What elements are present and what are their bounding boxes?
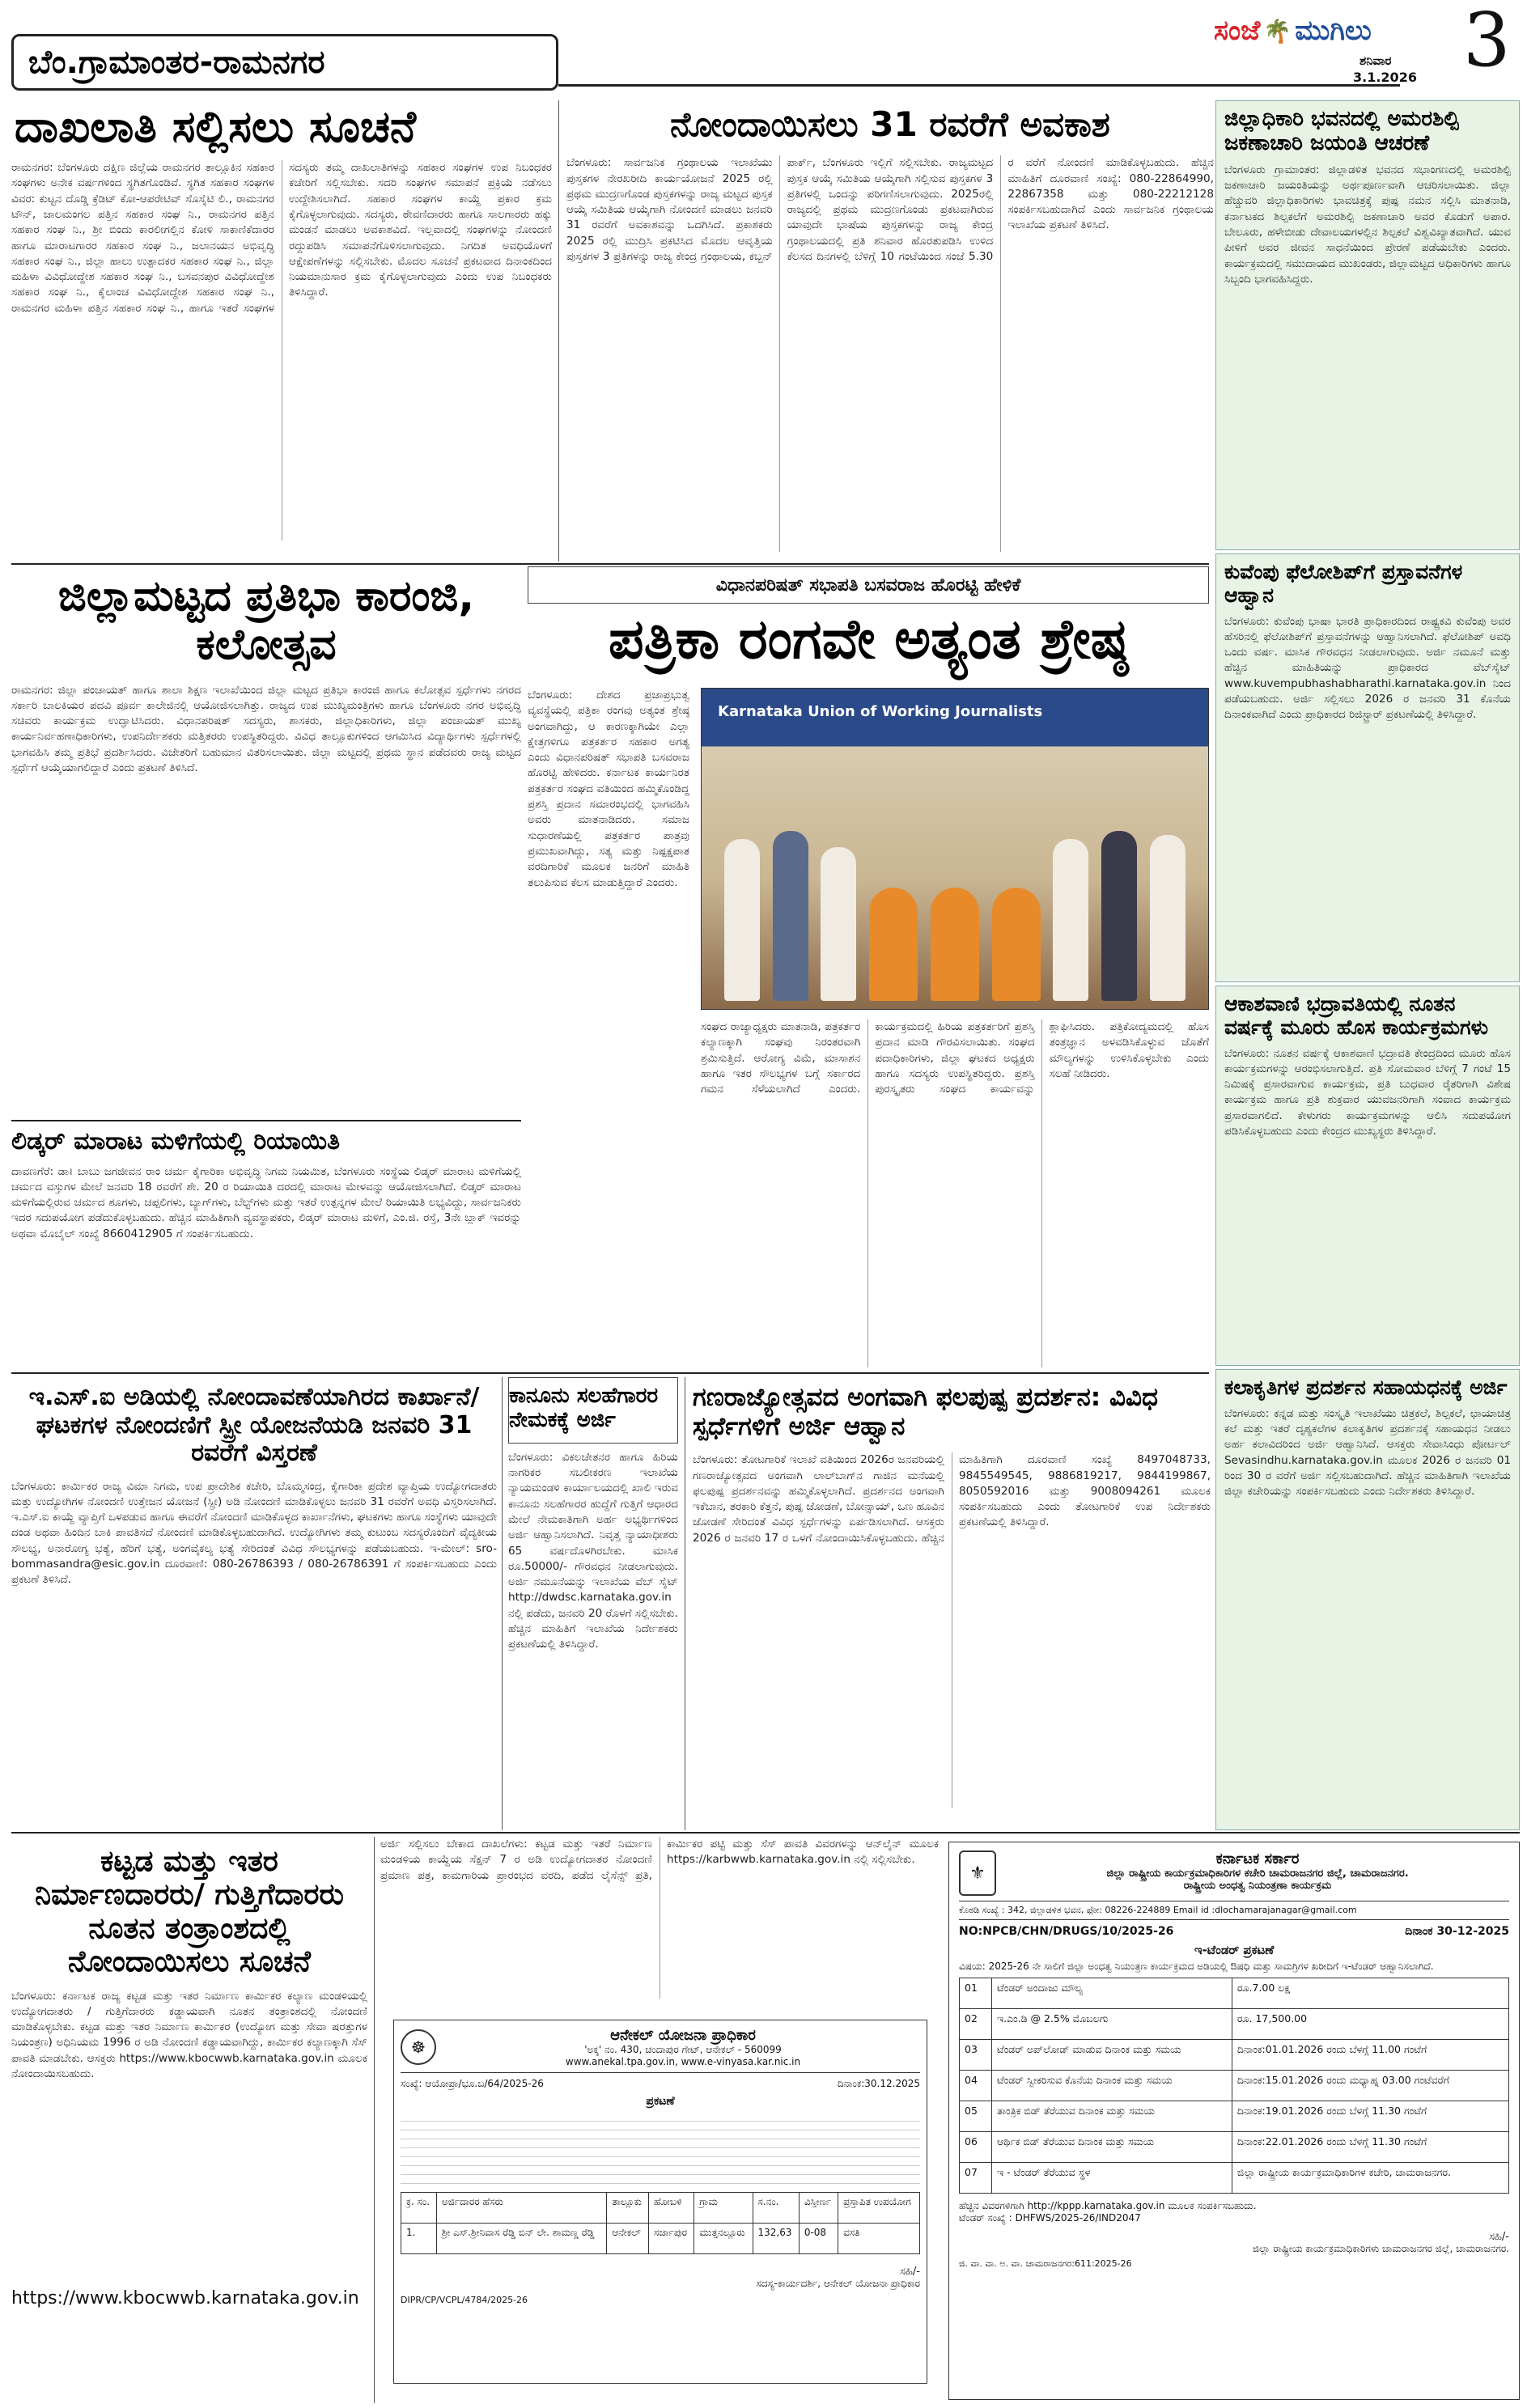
article-body: ಅರ್ಜಿ ಸಲ್ಲಿಸಲು ಬೇಕಾದ ದಾಖಲೆಗಳು: ಕಟ್ಟಡ ಮತ್ತು ಇತರೆ ನಿರ್ಮಾಣ ಮಂಡಳಿಯ ಕಾಯ್ದೆಯ ಸೆಕ್ಷನ್ 7 ರ ಅಡಿ ಉದ್ಯೋಗದಾತರ ನೋಂದಣಿ ಪ್ರಮಾಣ ಪತ್ರ, ಕಾಮಗಾರಿಯ ಪ್ರಾರಂಭದ ವರದಿ, ಪಡೆದ ಲೈಸೆನ್ಸ್ ಪ್ರತಿ, ಕಾರ್ಮಿಕರ ಪಟ್ಟಿ ಮತ್ತು ಸೆಸ್ ಪಾವತಿ ವಿವರಗಳನ್ನು ಆನ್‌ಲೈನ್ ಮೂಲಕ https://karbwwb.karnataka.gov.in ನಲ್ಲಿ ಸಲ್ಲಿಸಬೇಕು.	[380, 1838, 939, 1882]
table-row	[960, 2163, 1509, 2194]
kicker-box	[528, 566, 1209, 604]
table-header: ವಿಸ್ತೀರ್ಣ	[799, 2193, 838, 2224]
table-header-row	[401, 2193, 920, 2224]
article-body: ಬೆಂಗಳೂರು: ಕಾರ್ಮಿಕರ ರಾಜ್ಯ ವಿಮಾ ನಿಗಮ, ಉಪ ಪ್ರಾದೇಶಿಕ ಕಚೇರಿ, ಬೊಮ್ಮಸಂದ್ರ, ಕೈಗಾರಿಕಾ ಪ್ರದೇಶ ವ್ಯಾಪ್ತಿಯ ಉದ್ಯೋಗದಾತರು ಮತ್ತು ಉದ್ಯೋಗಿಗಳ ನೋಂದಣಿ ಉತ್ತೇಜನ ಯೋಜನೆ (ಸ್ಪ್ರೀ) ಅಡಿ ನೋಂದಣಿ ಮಾಡಿಕೊಳ್ಳಲು ಜನವರಿ 31 ರವರೆಗೆ ಅವಧಿ ವಿಸ್ತರಿಸಲಾಗಿದೆ. ಇ.ಎಸ್.ಐ ಕಾಯ್ದೆ ವ್ಯಾಪ್ತಿಗೆ ಒಳಪಡುವ ಹಾಗೂ ಈವರೆಗೆ ನೋಂದಣಿ ಮಾಡಿಕೊಳ್ಳದ ಕಾರ್ಖಾನೆಗಳು, ಘಟಕಗಳು ಹಾಗೂ ಸಂಸ್ಥೆಗಳು ಯಾವುದೇ ದಂಡ ಅಥವಾ ಹಿಂದಿನ ಬಾಕಿ ಪಾವತಿಸದೆ ನೋಂದಣಿ ಮಾಡಿಕೊಳ್ಳಬಹುದಾಗಿದೆ. ಉದ್ಯೋಗಿಗಳು ತಮ್ಮ ಕುಟುಂಬ ಸದಸ್ಯರೊಂದಿಗೆ ವೈದ್ಯಕೀಯ ಸೌಲಭ್ಯ, ಅನಾರೋಗ್ಯ ಭತ್ಯೆ, ಹೆರಿಗೆ ಭತ್ಯೆ, ಅಂಗವೈಕಲ್ಯ ಭತ್ಯೆ ಸೇರಿದಂತೆ ವಿವಿಧ ಸೌಲಭ್ಯಗಳನ್ನು ಪಡೆಯಬಹುದು. ಇ-ಮೇಲ್: sro-bommasandra@esic.gov.in ದೂರವಾಣಿ: 080-26786393 / 080-26786391 ಗೆ ಸಂಪರ್ಕಿಸಬಹುದು ಎಂದು ಪ್ರಕಟಣೆ ತಿಳಿಸಿದೆ.	[11, 1479, 497, 1587]
article-talent-fest	[11, 566, 521, 1117]
table-cell: ದಿನಾಂಕ:22.01.2026 ರಂದು ಬೆಳಗ್ಗೆ 11.30 ಗಂಟೆಗೆ	[1232, 2132, 1508, 2163]
table-cell: 04	[960, 2071, 992, 2101]
ad-program: ರಾಷ್ಟ್ರೀಯ ಅಂಧತ್ವ ನಿಯಂತ್ರಣಾ ಕಾರ್ಯಕ್ರಮ	[1183, 1880, 1332, 1892]
ad-address: 'ಅಕ್ಕ' ನಂ. 430, ಚಂದಾಪುರ ಗೇಟ್, ಆನೇಕಲ್ - 560099	[584, 2044, 782, 2055]
ad-signatory: ಸದಸ್ಯ-ಕಾರ್ಯದರ್ಶಿ, ಆನೇಕಲ್ ಯೋಜನಾ ಪ್ರಾಧಿಕಾರ	[756, 2278, 920, 2289]
tender-table	[959, 1978, 1509, 2194]
table-cell: ಇ - ಟೆಂಡರ್ ತೆರೆಯುವ ಸ್ಥಳ	[992, 2163, 1232, 2194]
table-cell: ಮುತ್ತನಲ್ಲೂರು	[694, 2224, 753, 2254]
table-cell: ವಸತಿ	[838, 2224, 920, 2254]
article-body: ಬೆಂಗಳೂರು: ಕನ್ನಡ ಮತ್ತು ಸಂಸ್ಕೃತಿ ಇಲಾಖೆಯು ಚಿತ್ರಕಲೆ, ಶಿಲ್ಪಕಲೆ, ಛಾಯಾಚಿತ್ರ ಕಲೆ ಮತ್ತು ಇತರೆ ದೃಶ್ಯಕಲೆಗಳ ಕಲಾಕೃತಿಗಳ ಪ್ರದರ್ಶನಕ್ಕೆ ಸಹಾಯಧನ ನೀಡಲು ಅರ್ಹ ಕಲಾವಿದರಿಂದ ಅರ್ಜಿ ಆಹ್ವಾನಿಸಿದೆ. ಆಸಕ್ತರು ಸೇವಾಸಿಂಧು ಪೋರ್ಟಲ್ Sevasindhu.karnataka.gov.in ಮೂಲಕ 2026 ರ ಜನವರಿ 01 ರಿಂದ 30 ರ ವರೆಗೆ ಅರ್ಜಿ ಸಲ್ಲಿಸಬಹುದಾಗಿದೆ. ಹೆಚ್ಚಿನ ಮಾಹಿತಿಗಾಗಿ ಇಲಾಖೆಯ ಜಿಲ್ಲಾ ಕಚೇರಿಯನ್ನು ಸಂಪರ್ಕಿಸಬಹುದು ಎಂದು ನಿರ್ದೇಶಕರು ತಿಳಿಸಿದ್ದಾರೆ.	[1224, 1406, 1511, 1499]
table-cell: ದಿನಾಂಕ:19.01.2026 ರಂದು ಬೆಳಗ್ಗೆ 11.30 ಗಂಟೆಗೆ	[1232, 2101, 1508, 2132]
table-header: ಪ್ರಸ್ತಾಪಿತ ಉಪಯೋಗ	[838, 2193, 920, 2224]
ad-more-info: ಹೆಚ್ಚಿನ ವಿವರಗಳಿಗಾಗಿ http://kppp.karnataka.gov.in ಮೂಲಕ ಸಂಪರ್ಕಿಸಬಹುದು.	[959, 2200, 1257, 2211]
article-title: ಪತ್ರಿಕಾ ರಂಗವೇ ಅತ್ಯಂತ ಶ್ರೇಷ್ಠ	[608, 608, 1129, 672]
section-rule	[11, 1832, 1520, 1834]
article-title: ಕಲಾಕೃತಿಗಳ ಪ್ರದರ್ಶನ ಸಹಾಯಧನಕ್ಕೆ ಅರ್ಜಿ	[1224, 1376, 1508, 1399]
ad-notice-title: ಪ್ರಕಟಣೆ	[646, 2095, 675, 2108]
ad-anekal-planning	[393, 2020, 927, 2384]
table-cell: ಟೆಂಡರ್ ಅಂದಾಜು ಮೌಲ್ಯ	[992, 1978, 1232, 2009]
article-body: ಬೆಂಗಳೂರು: ಕರ್ನಾಟಕ ರಾಜ್ಯ ಕಟ್ಟಡ ಮತ್ತು ಇತರ ನಿರ್ಮಾಣ ಕಾರ್ಮಿಕರ ಕಲ್ಯಾಣ ಮಂಡಳಿಯಲ್ಲಿ ಉದ್ಯೋಗದಾತರು / ಗುತ್ತಿಗೆದಾರರು ಕಡ್ಡಾಯವಾಗಿ ನೂತನ ತಂತ್ರಾಂಶದಲ್ಲಿ ನೋಂದಣಿ ಮಾಡಿಕೊಳ್ಳಬೇಕು. ಕಟ್ಟಡ ಮತ್ತು ಇತರ ನಿರ್ಮಾಣ ಕಾರ್ಮಿಕರ (ಉದ್ಯೋಗ ಮತ್ತು ಸೇವಾ ಷರತ್ತುಗಳ ನಿಯಂತ್ರಣ) ಅಧಿನಿಯಮ 1996 ರ ಅಡಿ ನೋಂದಣಿ ಕಡ್ಡಾಯವಾಗಿದ್ದು, ಕಾರ್ಮಿಕರ ಕಲ್ಯಾಣಕ್ಕಾಗಿ ಸೆಸ್ ಪಾವತಿ ಮಾಡಬೇಕು. ಆಸಕ್ತರು https://www.kbocwwb.karnataka.gov.in ಮೂಲಕ ನೋಂದಾಯಿಸಬಹುದು.	[11, 1989, 367, 2081]
masthead-day: ಶನಿವಾರ	[1359, 53, 1392, 68]
masthead-rule	[558, 84, 1400, 87]
column-divider	[374, 1837, 375, 2403]
ad-e-tender	[948, 1842, 1520, 2400]
table-cell: ದಿನಾಂಕ:01.01.2026 ರಂದು ಬೆಳಗ್ಗೆ 11.00 ಗಂಟೆಗೆ	[1232, 2040, 1508, 2071]
table-row	[960, 2071, 1509, 2101]
ad-subject: ವಿಷಯ: 2025-26 ನೇ ಸಾಲಿಗೆ ಜಿಲ್ಲಾ ಅಂಧತ್ವ ನಿಯಂತ್ರಣ ಕಾರ್ಯಕ್ರಮದ ಅಡಿಯಲ್ಲಿ ಔಷಧಿ ಮತ್ತು ಸಾಮಗ್ರಿಗಳ ಖರೀದಿಗೆ ಇ-ಟೆಂಡರ್ ಆಹ್ವಾನಿಸಲಾಗಿದೆ.	[959, 1961, 1434, 1972]
table-cell: ಶ್ರೀ ಎಸ್.ಶ್ರೀನಿವಾಸ ರೆಡ್ಡಿ ಬಿನ್ ಲೇ. ಶಾಮಣ್ಣ ರೆಡ್ಡಿ	[436, 2224, 606, 2254]
table-cell: ಸರ್ಜಾಪುರ	[648, 2224, 694, 2254]
table-cell: ಜಿಲ್ಲಾ ರಾಷ್ಟ್ರೀಯ ಕಾರ್ಯಕ್ರಮಾಧಿಕಾರಿಗಳ ಕಚೇರಿ, ಚಾಮರಾಜನಗರ.	[1232, 2163, 1508, 2194]
table-header: ಹೋಬಳಿ	[648, 2193, 694, 2224]
column-divider	[502, 1377, 503, 1830]
ad-web: www.anekal.tpa.gov.in, www.e-vinyasa.kar.nic.in	[565, 2056, 801, 2067]
table-cell: 01	[960, 1978, 992, 2009]
palm-icon: 🌴	[1263, 17, 1292, 45]
article-body: ರಾಮನಗರ: ಬೆಂಗಳೂರು ದಕ್ಷಿಣ ಜಿಲ್ಲೆಯ ರಾಮನಗರ ತಾಲ್ಲೂಕಿನ ಸಹಕಾರ ಸಂಘಗಳು ಅನೇಕ ವರ್ಷಗಳಿಂದ ಸ್ಥಗಿತಗೊಂಡಿವೆ. ಸ್ಥಗಿತ ಸಹಕಾರ ಸಂಘಗಳ ವಿವರ: ಕುಟ್ಟನ ದೊಡ್ಡಿ ಕ್ರೆಡಿಟ್ ಕೋ-ಆಪರೇಟಿವ್ ಸೊಸೈಟಿ ಲಿ., ರಾಮನಗರ ಟೌನ್, ಜಾಲಮಂಗಲ ಪತ್ತಿನ ಸಹಕಾರ ಸಂಘ ನಿ., ರಾಮನಗರ ಪತ್ತಿನ ಸಹಕಾರ ಸಂಘ ನಿ., ಶ್ರೀ ಬಿಂದು ಕಾರಲೀಗಲ್ಲಿನ ಕೋಳಿ ಸಾಕಾಣಿಕೆದಾರರ ಹಾಗೂ ಮಾರಾಟಗಾರರ ಸಹಕಾರ ಸಂಘ ನಿ., ಜಲಾನಯನ ಅಭಿವೃದ್ಧಿ ಸಹಕಾರ ಸಂಘ ನಿ., ಜಿಲ್ಲಾ ಹಾಲು ಉತ್ಪಾದಕರ ಸಹಕಾರ ಸಂಘ ನಿ., ಜಿಲ್ಲಾ ಮಹಿಳಾ ವಿವಿಧೋದ್ದೇಶ ಸಹಕಾರ ಸಂಘ ನಿ., ಬಸವನಪುರ ವಿವಿಧೋದ್ದೇಶ ಸಹಕಾರ ಸಂಘ ನಿ., ಕೈಲಾಂಚ ವಿವಿಧೋದ್ದೇಶ ಸಹಕಾರ ಸಂಘ ನಿ., ರಾಮನಗರ ಮಹಿಳಾ ಪತ್ತಿನ ಸಹಕಾರ ಸಂಘ ನಿ., ಹಾಗೂ ಇತರೆ ಸಂಘಗಳ ಸದಸ್ಯರು ತಮ್ಮ ದಾಖಲಾತಿಗಳನ್ನು ಸಹಕಾರ ಸಂಘಗಳ ಉಪ ನಿಬಂಧಕರ ಕಚೇರಿಗೆ ಸಲ್ಲಿಸಬೇಕು. ಸದರಿ ಸಂಘಗಳ ಸಮಾಪನೆ ಪ್ರಕ್ರಿಯೆ ನಡೆಸಲು ಉದ್ದೇಶಿಸಲಾಗಿದೆ. ಸಹಕಾರ ಸಂಘಗಳ ಕಾಯ್ದೆ ಪ್ರಕಾರ ಕ್ರಮ ಕೈಗೊಳ್ಳಲಾಗುವುದು. ಸದಸ್ಯರು, ಠೇವಣಿದಾರರು ಹಾಗೂ ಸಾಲಗಾರರು ಹಕ್ಕು ಮಂಡನೆ ಮಾಡಲು ಅವಕಾಶವಿದೆ. ಇಲ್ಲವಾದಲ್ಲಿ ಸಂಘಗಳನ್ನು ನೋಂದಣಿ ರದ್ದುಪಡಿಸಿ ಸಮಾಪನೆಗೊಳಿಸಲಾಗುವುದು. ನಿಗದಿತ ಅವಧಿಯೊಳಗೆ ಆಕ್ಷೇಪಣೆಗಳನ್ನು ಸಲ್ಲಿಸಬೇಕು. ಮೊದಲ ಸೂಚನೆ ಪ್ರಕಟವಾದ ದಿನಾಂಕದಿಂದ ನಿಯಮಾನುಸಾರ ಕ್ರಮ ಕೈಗೊಳ್ಳಲಾಗುವುದು ಎಂದು ಉಪ ನಿಬಂಧಕರು ತಿಳಿಸಿದ್ದಾರೆ.	[11, 161, 552, 315]
article-lidkar-discount	[11, 1120, 521, 1363]
ad-dhfws: ಟೆಂಡರ್ ಸಂಖ್ಯೆ : DHFWS/2025-26/IND2047	[959, 2212, 1141, 2224]
table-row	[960, 2132, 1509, 2163]
article-title: ಜಿಲ್ಲಾಮಟ್ಟದ ಪ್ರತಿಭಾ ಕಾರಂಜಿ, ಕಲೋತ್ಸವ	[57, 572, 475, 669]
article-body: ಬೆಂಗಳೂರು: ಕುವೆಂಪು ಭಾಷಾ ಭಾರತಿ ಪ್ರಾಧಿಕಾರದಿಂದ ರಾಷ್ಟ್ರಕವಿ ಕುವೆಂಪು ಅವರ ಹೆಸರಿನಲ್ಲಿ ಫೆಲೋಶಿಪ್‌ಗೆ ಪ್ರಸ್ತಾವನೆಗಳನ್ನು ಆಹ್ವಾನಿಸಲಾಗಿದೆ. ಫೆಲೋಶಿಪ್ ಅವಧಿ ಒಂದು ವರ್ಷ. ಮಾಸಿಕ ಗೌರವಧನ ನೀಡಲಾಗುವುದು. ಅರ್ಜಿ ನಮೂನೆ ಮತ್ತು ಹೆಚ್ಚಿನ ಮಾಹಿತಿಯನ್ನು ಪ್ರಾಧಿಕಾರದ ವೆಬ್‌ಸೈಟ್ www.kuvempubhashabharathi.karnataka.gov.in ನಿಂದ ಪಡೆಯಬಹುದು. ಅರ್ಜಿ ಸಲ್ಲಿಸಲು 2026 ರ ಜನವರಿ 31 ಕೊನೆಯ ದಿನಾಂಕವಾಗಿದೆ ಎಂದು ಪ್ರಾಧಿಕಾರದ ರಿಜಿಸ್ಟ್ರಾರ್ ಪ್ರಕಟಣೆಯಲ್ಲಿ ತಿಳಿಸಿದ್ದಾರೆ.	[1224, 614, 1511, 722]
article-title: ಇ.ಎಸ್.ಐ ಅಡಿಯಲ್ಲಿ ನೋಂದಾವಣೆಯಾಗಿರದ ಕಾರ್ಖಾನೆ/ ಘಟಕಗಳ ನೋಂದಣಿಗೆ ಸ್ಪ್ರೀ ಯೋಜನೆಯಡಿ ಜನವರಿ 31 ರವರೆಗೆ ವಿಸ್ತರಣೆ	[28, 1383, 480, 1467]
construction-website[interactable]: https://www.kbocwwb.karnataka.gov.in	[11, 2287, 359, 2308]
ad-gov: ಕರ್ನಾಟಕ ಸರ್ಕಾರ	[1215, 1851, 1300, 1867]
table-cell: 05	[960, 2101, 992, 2132]
article-title: ಗಣರಾಜ್ಯೋತ್ಸವದ ಅಂಗವಾಗಿ ಫಲಪುಷ್ಪ ಪ್ರದರ್ಶನ: ವಿವಿಧ ಸ್ಪರ್ಧೆಗಳಿಗೆ ಅರ್ಜಿ ಆಹ್ವಾನ	[693, 1383, 1159, 1441]
table-cell: ರೂ.7.00 ಲಕ್ಷ	[1232, 1978, 1508, 2009]
article-title: ಆಕಾಶವಾಣಿ ಭದ್ರಾವತಿಯಲ್ಲಿ ನೂತನ ವರ್ಷಕ್ಕೆ ಮೂರು ಹೊಸ ಕಾರ್ಯಕ್ರಮಗಳು	[1224, 992, 1489, 1039]
ad-sign: ಸಹಿ/-	[1489, 2231, 1509, 2243]
table-row	[960, 1978, 1509, 2009]
article-esi-registration	[11, 1377, 497, 1830]
table-cell: ಟೆಂಡರ್ ಸ್ವೀಕರಿಸುವ ಕೊನೆಯ ದಿನಾಂಕ ಮತ್ತು ಸಮಯ	[992, 2071, 1232, 2101]
article-title: ಕುವೆಂಪು ಫೆಲೋಶಿಪ್‌ಗೆ ಪ್ರಸ್ತಾವನೆಗಳ ಆಹ್ವಾನ	[1224, 560, 1463, 607]
table-row	[401, 2224, 920, 2254]
article-title: ನೋಂದಾಯಿಸಲು 31 ರವರೆಗೆ ಅವಕಾಶ	[670, 104, 1110, 144]
article-body: ಬೆಂಗಳೂರು: ವಿಕಲಚೇತನರ ಹಾಗೂ ಹಿರಿಯ ನಾಗರಿಕರ ಸಬಲೀಕರಣ ಇಲಾಖೆಯ ನ್ಯಾಯಮಂಡಳಿ ಕಾರ್ಯಾಲಯದಲ್ಲಿ ಖಾಲಿ ಇರುವ ಕಾನೂನು ಸಲಹೆಗಾರರ ಹುದ್ದೆಗೆ ಗುತ್ತಿಗೆ ಆಧಾರದ ಮೇಲೆ ನೇಮಕಾತಿಗಾಗಿ ಅರ್ಹ ಅಭ್ಯರ್ಥಿಗಳಿಂದ ಅರ್ಜಿ ಆಹ್ವಾನಿಸಲಾಗಿದೆ. ನಿವೃತ್ತ ನ್ಯಾಯಾಧೀಶರು 65 ವರ್ಷದೊಳಗಿರಬೇಕು. ಮಾಸಿಕ ರೂ.50000/- ಗೌರವಧನ ನೀಡಲಾಗುವುದು. ಅರ್ಜಿ ನಮೂನೆಯನ್ನು ಇಲಾಖೆಯ ವೆಬ್ ಸೈಟ್ http://dwdsc.karnataka.gov.in ನಲ್ಲಿ ಪಡೆದು, ಜನವರಿ 20 ರೊಳಗೆ ಸಲ್ಲಿಸಬೇಕು. ಹೆಚ್ಚಿನ ಮಾಹಿತಿಗೆ ಇಲಾಖೆಯ ನಿರ್ದೇಶಕರು ಪ್ರಕಟಣೆಯಲ್ಲಿ ತಿಳಿಸಿದ್ದಾರೆ.	[508, 1450, 678, 1651]
table-cell: 0-08	[799, 2224, 838, 2254]
ad-org: ಆನೇಕಲ್ ಯೋಜನಾ ಪ್ರಾಧಿಕಾರ	[610, 2027, 756, 2044]
ad-ref-date: ದಿನಾಂಕ 30-12-2025	[1405, 1925, 1509, 1938]
ad-signature: ಸಹಿ/-	[900, 2266, 920, 2278]
table-cell: ಆರ್ಥಿಕ ಬಿಡ್ ತೆರೆಯುವ ದಿನಾಂಕ ಮತ್ತು ಸಮಯ	[992, 2132, 1232, 2163]
people-silhouettes	[718, 807, 1192, 1001]
table-header: ಅರ್ಜಿದಾರರ ಹೆಸರು	[436, 2193, 606, 2224]
logo-mugilu: ಮುಗಿಲು	[1295, 15, 1372, 47]
ad-signatory: ಜಿಲ್ಲಾ ರಾಷ್ಟ್ರೀಯ ಕಾರ್ಯಕ್ರಮಾಧಿಕಾರಿಗಳು ಚಾಮರಾಜನಗರ ಜಿಲ್ಲೆ, ಚಾಮರಾಜನಗರ.	[1252, 2243, 1509, 2254]
article-title: ಕಾನೂನು ಸಲಹೆಗಾರರ ನೇಮಕಕ್ಕೆ ಅರ್ಜಿ	[508, 1377, 678, 1444]
article-kuvempu-fellowship	[1215, 553, 1520, 982]
table-cell: 03	[960, 2040, 992, 2071]
section-label-box	[11, 34, 558, 91]
article-body: ಬೆಂಗಳೂರು: ನೂತನ ವರ್ಷಕ್ಕೆ ಆಕಾಶವಾಣಿ ಭದ್ರಾವತಿ ಕೇಂದ್ರದಿಂದ ಮೂರು ಹೊಸ ಕಾರ್ಯಕ್ರಮಗಳನ್ನು ಆರಂಭಿಸಲಾಗುತ್ತಿದೆ. ಪ್ರತಿ ಸೋಮವಾರ ಬೆಳಿಗ್ಗೆ 7 ಗಂಟೆ 15 ನಿಮಿಷಕ್ಕೆ ಪ್ರಸಾರವಾಗುವ ಕಾರ್ಯಕ್ರಮ, ಪ್ರತಿ ಬುಧವಾರ ರೈತರಿಗಾಗಿ ವಿಶೇಷ ಕಾರ್ಯಕ್ರಮ ಹಾಗೂ ಪ್ರತಿ ಶುಕ್ರವಾರ ಯುವಜನರಿಗಾಗಿ ಸಂವಾದ ಕಾರ್ಯಕ್ರಮ ಪ್ರಸಾರವಾಗಲಿದೆ. ಕೇಳುಗರು ಕಾರ್ಯಕ್ರಮಗಳನ್ನು ಆಲಿಸಿ ಸದುಪಯೋಗ ಪಡಿಸಿಕೊಳ್ಳಬಹುದು ಎಂದು ಕೇಂದ್ರದ ಮುಖ್ಯಸ್ಥರು ತಿಳಿಸಿದ್ದಾರೆ.	[1224, 1046, 1511, 1138]
ad-office: ಜಿಲ್ಲಾ ರಾಷ್ಟ್ರೀಯ ಕಾರ್ಯಕ್ರಮಾಧಿಕಾರಿಗಳ ಕಚೇರಿ ಚಾಮರಾಜನಗರ ಜಿಲ್ಲೆ, ಚಾಮರಾಜನಗರ.	[1106, 1867, 1409, 1880]
table-row	[960, 2040, 1509, 2071]
article-construction-registration	[11, 1837, 367, 2403]
table-cell: 1.	[401, 2224, 437, 2254]
article-legal-advisor	[508, 1377, 678, 1830]
article-jakanachari-jayanti	[1215, 100, 1520, 550]
article-title: ದಾಖಲಾತಿ ಸಲ್ಲಿಸಲು ಸೂಚನೆ	[15, 101, 417, 152]
section-label: ಬೆಂ.ಗ್ರಾಮಾಂತರ-ರಾಮನಗರ	[28, 44, 325, 81]
article-required-documents	[380, 1837, 939, 2007]
table-cell: 06	[960, 2132, 992, 2163]
article-body: ರಾಮನಗರ: ಜಿಲ್ಲಾ ಪಂಚಾಯತ್ ಹಾಗೂ ಶಾಲಾ ಶಿಕ್ಷಣ ಇಲಾಖೆಯಿಂದ ಜಿಲ್ಲಾ ಮಟ್ಟದ ಪ್ರತಿಭಾ ಕಾರಂಜಿ ಹಾಗೂ ಕಲೋತ್ಸವ ಸ್ಪರ್ಧೆಗಳು ನಗರದ ಸರ್ಕಾರಿ ಬಾಲಕಿಯರ ಪದವಿ ಪೂರ್ವ ಕಾಲೇಜಿನಲ್ಲಿ ಆಯೋಜಿಸಲಾಗಿತ್ತು. ರಾಜ್ಯದ ಉಪ ಮುಖ್ಯಮಂತ್ರಿಗಳು ಹಾಗೂ ಬೆಂಗಳೂರು ನಗರ ಅಭಿವೃದ್ಧಿ ಸಚಿವರು ಕಾರ್ಯಕ್ರಮ ಉದ್ಘಾಟಿಸಿದರು. ವಿಧಾನಪರಿಷತ್ ಸದಸ್ಯರು, ಶಾಸಕರು, ಜಿಲ್ಲಾಧಿಕಾರಿಗಳು, ಜಿಲ್ಲಾ ಪಂಚಾಯತ್ ಮುಖ್ಯ ಕಾರ್ಯನಿರ್ವಹಣಾಧಿಕಾರಿಗಳು, ಉಪನಿರ್ದೇಶಕರು ಮತ್ತಿತರರು ಉಪಸ್ಥಿತರಿದ್ದರು. ವಿವಿಧ ತಾಲ್ಲೂಕುಗಳಿಂದ ಆಗಮಿಸಿದ ವಿದ್ಯಾರ್ಥಿಗಳು ಸ್ಪರ್ಧೆಗಳಲ್ಲಿ ಭಾಗವಹಿಸಿ ತಮ್ಮ ಪ್ರತಿಭೆ ಪ್ರದರ್ಶಿಸಿದರು. ವಿಜೇತರಿಗೆ ಬಹುಮಾನ ವಿತರಿಸಲಾಯಿತು. ಜಿಲ್ಲಾ ಮಟ್ಟದಲ್ಲಿ ಪ್ರಥಮ ಸ್ಥಾನ ಪಡೆದವರು ರಾಜ್ಯ ಮಟ್ಟದ ಸ್ಪರ್ಧೆಗೆ ಆಯ್ಕೆಯಾಗಲಿದ್ದಾರೆ ಎಂದು ಪ್ರಕಟಣೆ ತಿಳಿಸಿದೆ.	[11, 683, 521, 775]
table-cell: ದಿನಾಂಕ:15.01.2026 ರಂದು ಮಧ್ಯಾಹ್ನ 03.00 ಗಂಟೆವರೆಗೆ	[1232, 2071, 1508, 2101]
ad-tender-title: ಇ-ಟೆಂಡರ್ ಪ್ರಕಟಣೆ	[1194, 1943, 1275, 1957]
table-cell: ತಾಂತ್ರಿಕ ಬಿಡ್ ತೆರೆಯುವ ದಿನಾಂಕ ಮತ್ತು ಸಮಯ	[992, 2101, 1232, 2132]
newspaper-logo	[1214, 6, 1440, 55]
ad-table	[401, 2192, 920, 2254]
emblem-icon: ☸	[401, 2029, 436, 2065]
table-row	[960, 2009, 1509, 2040]
article-body: ಬೆಂಗಳೂರು ಗ್ರಾಮಾಂತರ: ಜಿಲ್ಲಾಡಳಿತ ಭವನದ ಸಭಾಂಗಣದಲ್ಲಿ ಅಮರಶಿಲ್ಪಿ ಜಕಣಾಚಾರಿ ಜಯಂತಿಯನ್ನು ಅರ್ಥಪೂರ್ಣವಾಗಿ ಆಚರಿಸಲಾಯಿತು. ಜಿಲ್ಲಾ ಹೆಚ್ಚುವರಿ ಜಿಲ್ಲಾಧಿಕಾರಿಗಳು ಭಾವಚಿತ್ರಕ್ಕೆ ಪುಷ್ಪ ನಮನ ಸಲ್ಲಿಸಿ ಮಾತನಾಡಿ, ಕರ್ನಾಟಕದ ಶಿಲ್ಪಕಲೆಗೆ ಅಮರಶಿಲ್ಪಿ ಜಕಣಾಚಾರಿ ಅವರ ಕೊಡುಗೆ ಅಪಾರ. ಬೇಲೂರು, ಹಳೇಬೀಡು ದೇವಾಲಯಗಳಲ್ಲಿನ ಶಿಲ್ಪಕಲೆ ವಿಶ್ವವಿಖ್ಯಾತವಾಗಿದೆ. ಯುವ ಪೀಳಿಗೆ ಅವರ ಜೀವನ ಸಾಧನೆಯಿಂದ ಪ್ರೇರಣೆ ಪಡೆಯಬೇಕು ಎಂದರು. ಕಾರ್ಯಕ್ರಮದಲ್ಲಿ ಸಮುದಾಯದ ಮುಖಂಡರು, ಜಿಲ್ಲಾಮಟ್ಟದ ಅಧಿಕಾರಿಗಳು ಹಾಗೂ ಸಿಬ್ಬಂದಿ ಭಾಗವಹಿಸಿದ್ದರು.	[1224, 163, 1511, 286]
article-body: ಬೆಂಗಳೂರು: ತೋಟಗಾರಿಕೆ ಇಲಾಖೆ ವತಿಯಿಂದ 2026ರ ಜನವರಿಯಲ್ಲಿ ಗಣರಾಜ್ಯೋತ್ಸವದ ಅಂಗವಾಗಿ ಲಾಲ್‌ಬಾಗ್‌ನ ಗಾಜಿನ ಮನೆಯಲ್ಲಿ ಫಲಪುಷ್ಪ ಪ್ರದರ್ಶನವನ್ನು ಹಮ್ಮಿಕೊಳ್ಳಲಾಗಿದೆ. ಪ್ರದರ್ಶನದ ಅಂಗವಾಗಿ ಇಕೆಬಾನ, ತರಕಾರಿ ಕೆತ್ತನೆ, ಪುಷ್ಪ ಜೋಡಣೆ, ಬೋನ್ಸಾಯ್, ಒಣ ಹೂವಿನ ಜೋಡಣೆ ಸೇರಿದಂತೆ ವಿವಿಧ ಸ್ಪರ್ಧೆಗಳನ್ನು ಏರ್ಪಡಿಸಲಾಗಿದೆ. ಆಸಕ್ತರು 2026 ರ ಜನವರಿ 17 ರ ಒಳಗೆ ನೋಂದಾಯಿಸಿಕೊಳ್ಳಬಹುದು. ಹೆಚ್ಚಿನ ಮಾಹಿತಿಗಾಗಿ ದೂರವಾಣಿ ಸಂಖ್ಯೆ 8497048733, 9845549545, 9886819217, 9844199867, 8050592016 ಮತ್ತು 9008094261 ಮೂಲಕ ಸಂಪರ್ಕಿಸಬಹುದು ಎಂದು ತೋಟಗಾರಿಕೆ ಉಪ ನಿರ್ದೇಶಕರು ಪ್ರಕಟಣೆಯಲ್ಲಿ ತಿಳಿಸಿದ್ದಾರೆ.	[693, 1453, 1211, 1545]
article-body-right: ಸಂಘದ ರಾಜ್ಯಾಧ್ಯಕ್ಷರು ಮಾತನಾಡಿ, ಪತ್ರಕರ್ತರ ಕಲ್ಯಾಣಕ್ಕಾಗಿ ಸಂಘವು ನಿರಂತರವಾಗಿ ಶ್ರಮಿಸುತ್ತಿದೆ. ಆರೋಗ್ಯ ವಿಮೆ, ಮಾಸಾಶನ ಹಾಗೂ ಇತರ ಸೌಲಭ್ಯಗಳ ಬಗ್ಗೆ ಸರ್ಕಾರದ ಗಮನ ಸೆಳೆಯಲಾಗಿದೆ ಎಂದರು. ಕಾರ್ಯಕ್ರಮದಲ್ಲಿ ಹಿರಿಯ ಪತ್ರಕರ್ತರಿಗೆ ಪ್ರಶಸ್ತಿ ಪ್ರದಾನ ಮಾಡಿ ಗೌರವಿಸಲಾಯಿತು. ಸಂಘದ ಪದಾಧಿಕಾರಿಗಳು, ಜಿಲ್ಲಾ ಘಟಕದ ಅಧ್ಯಕ್ಷರು ಹಾಗೂ ಸದಸ್ಯರು ಉಪಸ್ಥಿತರಿದ್ದರು. ಪ್ರಶಸ್ತಿ ಪುರಸ್ಕೃತರು ಸಂಘದ ಕಾರ್ಯವನ್ನು ಶ್ಲಾಘಿಸಿದರು. ಪತ್ರಿಕೋದ್ಯಮದಲ್ಲಿ ಹೊಸ ತಂತ್ರಜ್ಞಾನ ಅಳವಡಿಸಿಕೊಳ್ಳುವ ಜೊತೆಗೆ ಮೌಲ್ಯಗಳನ್ನು ಉಳಿಸಿಕೊಳ್ಳಬೇಕು ಎಂದು ಸಲಹೆ ನೀಡಿದರು.	[701, 1020, 1209, 1096]
ad-footer: ಜಿ. ವಾ. ವಾ. ಅ. ವಾ. ಚಾಮರಾಜನಗರ:611:2025-26	[959, 2258, 1132, 2269]
article-art-exhibition	[1215, 1369, 1520, 1830]
table-header: ಕ್ರ. ಸಂ.	[401, 2193, 437, 2224]
table-cell: ಇ.ಎಂ.ಡಿ @ 2.5% ಮೊಬಲಗು	[992, 2009, 1232, 2040]
masthead-date: 3.1.2026	[1353, 70, 1417, 85]
table-cell: ರೂ. 17,500.00	[1232, 2009, 1508, 2040]
photo-banner: Karnataka Union of Working Journalists	[718, 703, 1043, 720]
article-documents-notice	[11, 100, 552, 562]
page-number: 3	[1463, 0, 1511, 83]
table-cell: ಟೆಂಡರ್ ಅಪ್‌ಲೋಡ್ ಮಾಡುವ ದಿನಾಂಕ ಮತ್ತು ಸಮಯ	[992, 2040, 1232, 2071]
article-press-excellence	[528, 566, 1209, 1376]
ad-dipr: DIPR/CP/VCPL/4784/2025-26	[401, 2295, 528, 2305]
table-cell: ಆನೇಕಲ್	[607, 2224, 649, 2254]
section-rule	[11, 1372, 1209, 1374]
table-cell: 07	[960, 2163, 992, 2194]
table-header: ಗ್ರಾಮ	[694, 2193, 753, 2224]
article-flower-show	[693, 1377, 1211, 1830]
table-header: ತಾಲ್ಲೂಕು	[607, 2193, 649, 2224]
article-body: ದಾವಣಗೆರೆ: ಡಾ। ಬಾಬು ಜಗಜೀವನ ರಾಂ ಚರ್ಮ ಕೈಗಾರಿಕಾ ಅಭಿವೃದ್ಧಿ ನಿಗಮ ನಿಯಮಿತ, ಬೆಂಗಳೂರು ಸಂಸ್ಥೆಯ ಲಿಡ್ಕರ್ ಮಾರಾಟ ಮಳಿಗೆಯಲ್ಲಿ ಚರ್ಮದ ವಸ್ತುಗಳ ಮೇಲೆ ಜನವರಿ 18 ರವರೆಗೆ ಶೇ. 20 ರ ರಿಯಾಯಿತಿ ದರದಲ್ಲಿ ಮಾರಾಟ ಮೇಳವನ್ನು ಆಯೋಜಿಸಲಾಗಿದೆ. ಲಿಡ್ಕರ್ ಮಾರಾಟ ಮಳಿಗೆಯಲ್ಲಿರುವ ಚರ್ಮದ ಶೂಗಳು, ಚಪ್ಪಲಿಗಳು, ಬ್ಯಾಗ್‌ಗಳು, ಬೆಲ್ಟ್‌ಗಳು ಮತ್ತು ಇತರೆ ಉತ್ಪನ್ನಗಳ ಮೇಲೆ ರಿಯಾಯಿತಿ ಲಭ್ಯವಿದ್ದು, ಸಾರ್ವಜನಿಕರು ಇದರ ಸದುಪಯೋಗ ಪಡೆದುಕೊಳ್ಳಬಹುದು. ಹೆಚ್ಚಿನ ಮಾಹಿತಿಗಾಗಿ ವ್ಯವಸ್ಥಾಪಕರು, ಲಿಡ್ಕರ್ ಮಾರಾಟ ಮಳಿಗೆ, ಎಂ.ಜಿ. ರಸ್ತೆ, 3ನೇ ಬ್ಲಾಕ್ ಇವರನ್ನು ಅಥವಾ ಮೊಬೈಲ್ ಸಂಖ್ಯೆ 8660412905 ಗೆ ಸಂಪರ್ಕಿಸಬಹುದು.	[11, 1164, 521, 1240]
article-kicker: ವಿಧಾನಪರಿಷತ್ ಸಭಾಪತಿ ಬಸವರಾಜ ಹೊರಟ್ಟಿ ಹೇಳಿಕೆ	[715, 574, 1021, 596]
logo-sanje: ಸಂಜೆ	[1214, 15, 1261, 47]
ad-notice-text	[401, 2113, 920, 2185]
article-title: ಕಟ್ಟಡ ಮತ್ತು ಇತರ ನಿರ್ಮಾಣದಾರರು/ ಗುತ್ತಿಗೆದಾರರು ನೂತನ ತಂತ್ರಾಂಶದಲ್ಲಿ ನೋಂದಾಯಿಸಲು ಸೂಚನೆ	[35, 1845, 344, 1979]
table-row	[960, 2101, 1509, 2132]
article-akashavani-programs	[1215, 986, 1520, 1366]
award-photo	[701, 688, 1209, 1010]
section-rule	[11, 563, 1209, 565]
table-cell: 132,63	[753, 2224, 799, 2254]
masthead	[0, 0, 1527, 100]
table-cell: 02	[960, 2009, 992, 2040]
ad-contact: ಕೊಠಡಿ ಸಂಖ್ಯೆ : 342, ಜಿಲ್ಲಾಡಳಿತ ಭವನ, ಫೋ: 08226-224889 Email id :dlochamarajanagar@gmail.com	[959, 1901, 1509, 1920]
article-registration-deadline	[566, 100, 1214, 562]
table-header: ಸ.ನಂ.	[753, 2193, 799, 2224]
ad-date: ದಿನಾಂಕ:30.12.2025	[837, 2078, 920, 2089]
ad-ref: ಸಂಖ್ಯೆ: ಆಯೋಪ್ರಾ/ಭೂ.ಬ/64/2025-26	[401, 2078, 544, 2089]
article-body: ಬೆಂಗಳೂರು: ಸಾರ್ವಜನಿಕ ಗ್ರಂಥಾಲಯ ಇಲಾಖೆಯು ಪುಸ್ತಕಗಳ ನೇರಖರೀದಿ ಕಾರ್ಯಯೋಜನೆ 2025 ರಲ್ಲಿ ಪ್ರಥಮ ಮುದ್ರಣಗೊಂಡ ಪುಸ್ತಕಗಳನ್ನು ರಾಜ್ಯ ಮಟ್ಟದ ಪುಸ್ತಕ ಆಯ್ಕೆ ಸಮಿತಿಯ ಆಯ್ಕೆಗಾಗಿ ನೋಂದಣಿ ಮಾಡಲು ಜನವರಿ 31 ರವರೆಗೆ ಅವಕಾಶವನ್ನು ಒದಗಿಸಿದೆ. ಪ್ರಕಾಶಕರು 2025 ರಲ್ಲಿ ಮುದ್ರಿಸಿ ಪ್ರಕಟಿಸಿದ ಮೊದಲ ಆವೃತ್ತಿಯ ಪುಸ್ತಕಗಳ 3 ಪ್ರತಿಗಳನ್ನು ರಾಜ್ಯ ಕೇಂದ್ರ ಗ್ರಂಥಾಲಯ, ಕಬ್ಬನ್ ಪಾರ್ಕ್, ಬೆಂಗಳೂರು ಇಲ್ಲಿಗೆ ಸಲ್ಲಿಸಬೇಕು. ರಾಜ್ಯಮಟ್ಟದ ಪುಸ್ತಕ ಆಯ್ಕೆ ಸಮಿತಿಯ ಆಯ್ಕೆಗಾಗಿ ಸಲ್ಲಿಸುವ ಪುಸ್ತಕಗಳ 3 ಪ್ರತಿಗಳಲ್ಲಿ ಒಂದನ್ನು ಪರಿಗಣಿಸಲಾಗುವುದು. 2025ರಲ್ಲಿ ರಾಜ್ಯದಲ್ಲಿ ಪ್ರಥಮ ಮುದ್ರಣಗೊಂಡು ಪ್ರಕಟವಾಗಿರುವ ಯಾವುದೇ ಭಾಷೆಯ ಪುಸ್ತಕಗಳನ್ನು ರಾಜ್ಯ ಕೇಂದ್ರ ಗ್ರಂಥಾಲಯದಲ್ಲಿ ಪ್ರತಿ ಶನಿವಾರ ಹೊರತುಪಡಿಸಿ ಉಳಿದ ಕೆಲಸದ ದಿನಗಳಲ್ಲಿ ಬೆಳಿಗ್ಗೆ 10 ಗಂಟೆಯಿಂದ ಸಂಜೆ 5.30 ರ ವರೆಗೆ ನೋಂದಣಿ ಮಾಡಿಕೊಳ್ಳಬಹುದು. ಹೆಚ್ಚಿನ ಮಾಹಿತಿಗೆ ದೂರವಾಣಿ ಸಂಖ್ಯೆ: 080-22864990, 22867358 ಮತ್ತು 080-22212128 ಸಂಪರ್ಕಿಸಬಹುದಾಗಿದೆ ಎಂದು ಸಾರ್ವಜನಿಕ ಗ್ರಂಥಾಲಯ ಇಲಾಖೆಯ ಪ್ರಕಟಣೆ ತಿಳಿಸಿದೆ.	[566, 156, 1214, 264]
ad-ref-no: NO:NPCB/CHN/DRUGS/10/2025-26	[959, 1925, 1174, 1938]
column-divider	[558, 100, 559, 562]
emblem-icon: ⚜	[959, 1851, 996, 1896]
article-title: ಲಿಡ್ಕರ್ ಮಾರಾಟ ಮಳಿಗೆಯಲ್ಲಿ ರಿಯಾಯಿತಿ	[11, 1127, 341, 1155]
article-title: ಜಿಲ್ಲಾಧಿಕಾರಿ ಭವನದಲ್ಲಿ ಅಮರಶಿಲ್ಪಿ ಜಕಣಾಚಾರಿ ಜಯಂತಿ ಆಚರಣೆ	[1224, 107, 1459, 155]
article-body-left: ಬೆಂಗಳೂರು: ದೇಶದ ಪ್ರಜಾಪ್ರಭುತ್ವ ವ್ಯವಸ್ಥೆಯಲ್ಲಿ ಪತ್ರಿಕಾ ರಂಗವು ಅತ್ಯಂತ ಶ್ರೇಷ್ಠ ಅಂಗವಾಗಿದ್ದು, ಆ ಕಾರಣಕ್ಕಾಗಿಯೇ ಎಲ್ಲಾ ಕ್ಷೇತ್ರಗಳಿಗೂ ಪತ್ರಕರ್ತರ ಸಹಕಾರ ಅಗತ್ಯ ಎಂದು ವಿಧಾನಪರಿಷತ್ ಸಭಾಪತಿ ಬಸವರಾಜ ಹೊರಟ್ಟಿ ಹೇಳಿದರು. ಕರ್ನಾಟಕ ಕಾರ್ಯನಿರತ ಪತ್ರಕರ್ತರ ಸಂಘದ ವತಿಯಿಂದ ಹಮ್ಮಿಕೊಂಡಿದ್ದ ಪ್ರಶಸ್ತಿ ಪ್ರದಾನ ಸಮಾರಂಭದಲ್ಲಿ ಭಾಗವಹಿಸಿ ಅವರು ಮಾತನಾಡಿದರು. ಸಮಾಜ ಸುಧಾರಣೆಯಲ್ಲಿ ಪತ್ರಕರ್ತರ ಪಾತ್ರವು ಪ್ರಮುಖವಾಗಿದ್ದು, ಸತ್ಯ ಮತ್ತು ನಿಷ್ಪಕ್ಷಪಾತ ವರದಿಗಾರಿಕೆ ಮೂಲಕ ಜನರಿಗೆ ಮಾಹಿತಿ ತಲುಪಿಸುವ ಕೆಲಸ ಮಾಡುತ್ತಿದ್ದಾರೆ ಎಂದರು.	[528, 689, 689, 889]
